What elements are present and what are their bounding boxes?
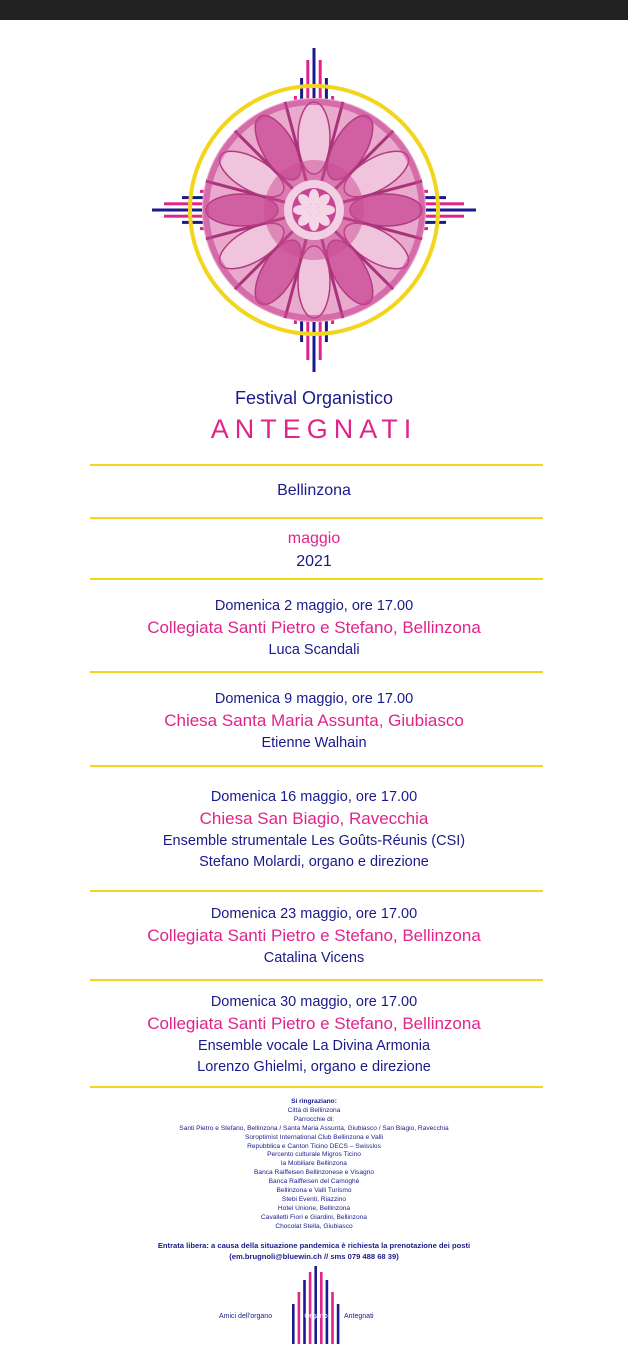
contact-info: (em.brugnoli@bluewin.ch // sms 079 488 68 39) [229,1252,399,1261]
divider [90,765,543,767]
sponsor-line: Chocolat Stella, Giubiasco [275,1222,353,1230]
sponsor-line: Santi Pietro e Stefano, Bellinzona / Santa Maria Assunta, Giubiasco / San Biagio, Ravecchia [179,1124,449,1132]
sponsor-line: Soroptimist International Club Bellinzona e Valli [244,1133,384,1141]
sponsor-line: Banca Raiffeisen del Camoghè [268,1178,360,1186]
acknowledgements-heading: Si ringraziano: [291,1098,337,1105]
festival-title: ANTEGNATI [210,414,418,444]
event-date: Domenica 23 maggio, ore 17.00 [210,906,418,922]
divider [90,517,543,519]
sponsor-line: Stebi Eventi, Riazzino [281,1195,347,1203]
sponsor-line: Cavalletti Fiori e Giardini, Bellinzona [261,1213,367,1221]
event-item [0,904,628,969]
event-item [0,689,628,754]
event-item [0,787,628,873]
event-date: Domenica 16 maggio, ore 17.00 [210,789,418,805]
divider [90,890,543,892]
event-item [0,596,628,661]
event-date: Domenica 30 maggio, ore 17.00 [210,994,418,1010]
sponsor-line: la Mobiliare Bellinzona [281,1160,347,1168]
event-performer: Luca Scandali [268,642,360,658]
footer-label-left: Amici dell'organo [219,1313,273,1320]
event-performer: Ensemble vocale La Divina Armonia [197,1038,431,1054]
sponsor-line: Repubblica e Canton Ticino DECS – Swisslos [247,1142,381,1150]
event-performer: Lorenzo Ghielmi, organo e direzione [197,1059,431,1075]
event-venue: Chiesa Santa Maria Assunta, Giubiasco [164,711,464,730]
divider [90,671,543,673]
month-label: maggio [287,530,341,547]
event-performer: Etienne Walhain [261,735,367,751]
footer-label-right: Antegnati [344,1313,374,1320]
event-date: Domenica 2 maggio, ore 17.00 [214,598,414,614]
sponsor-line: Parrocchie di: [293,1115,335,1123]
entry-notice-text: Entrata libera: a causa della situazione pandemica è richiesta la prenotazione dei posti [157,1241,471,1250]
event-venue: Chiesa San Biagio, Ravecchia [199,809,429,828]
divider [90,464,543,466]
sponsor-line: Bellinzona e Valli Turismo [276,1187,352,1195]
event-venue: Collegiata Santi Pietro e Stefano, Bellinzona [147,1014,481,1033]
divider [90,979,543,981]
event-venue: Collegiata Santi Pietro e Stefano, Bellinzona [147,618,481,637]
event-date: Domenica 9 maggio, ore 17.00 [214,691,414,707]
sponsor-line: Hotel Unione, Bellinzona [277,1204,351,1212]
event-performer: Ensemble strumentale Les Goûts-Réunis (CSI) [162,833,466,849]
top-bar [0,0,628,20]
sponsor-line: Banca Raiffeisen Bellinzonese e Visagno [254,1169,374,1177]
year-label: 2021 [296,553,332,570]
event-performer: Stefano Molardi, organo e direzione [199,854,429,870]
event-performer: Catalina Vicens [263,950,365,966]
sponsor-line: Percento culturale Migros Ticino [267,1151,361,1159]
footer-label-middle: Organo [304,1313,328,1320]
event-venue: Collegiata Santi Pietro e Stefano, Bellinzona [147,926,481,945]
divider [90,1086,543,1088]
acknowledgements [0,1098,628,1232]
rose-window-icon [138,36,490,384]
organ-pipes-logo-icon [290,1266,342,1344]
city-label: Bellinzona [277,482,351,499]
divider [90,578,543,580]
sponsor-line: Città di Bellinzona [287,1106,341,1114]
festival-subtitle: Festival Organistico [234,388,394,408]
event-item [0,992,628,1078]
entry-notice [0,1240,628,1262]
